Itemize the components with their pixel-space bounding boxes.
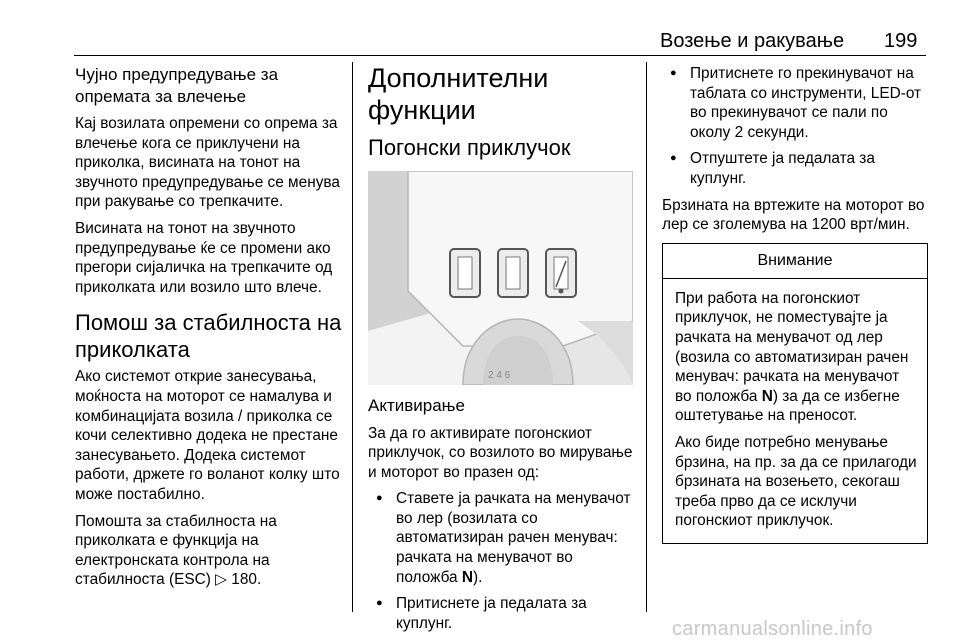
header-rule (74, 55, 926, 56)
esc-reference-text: Помошта за стабилноста на приколката е функција на електронската контрола на стабилноста (ESC) (75, 512, 277, 589)
column-divider-right (646, 62, 647, 612)
page-reference-icon: ▷ (215, 571, 228, 589)
column-divider-left (352, 62, 353, 612)
heading-trailer-stability: Помош за стабилноста на приколката (75, 310, 342, 363)
section-title: Дополнителни функции (368, 63, 549, 125)
notice-body (663, 279, 927, 543)
activation-steps-list-continued (662, 64, 928, 189)
heading-activation: Активирање (368, 396, 465, 415)
page-reference-number: 180. (227, 571, 262, 589)
running-header-title: Возење и ракување (660, 30, 845, 52)
paragraph-tow-alert-1: Кај возилата опремени со опрема за влечење кога се приклучени на приколка, висината на тонот на звучното предупредување се менува при ракување со трепкачите. (75, 115, 340, 211)
page-number: 199 (884, 30, 918, 52)
notice-heading: Внимание (663, 244, 927, 279)
column-right (662, 64, 928, 544)
notice-paragraph-1: При работа на погонскиот приклучок, не поместувајте ја рачката на менувачот од лер (возила со автоматизиран рачен менувач: рачката на менувачот во положба N) за да се избегне оштетување на преносот. (675, 289, 909, 425)
subsection-title-pto: Погонски приклучок (368, 135, 571, 160)
paragraph-trailer-stability-1: Ако системот открие занесувања, моќноста на моторот се намалува и комбинацијата возила / приколка се кочи селективно додека не престане занесувањето. Додека системот работи, држете го воланот колку што може постабилно. (75, 368, 340, 503)
paragraph-tow-alert-2: Висината на тонот на звучното предупредување ќе се промени ако прегори сијаличка на трепкачите од приколката или возило што влече. (75, 219, 333, 296)
paragraph-trailer-stability-2 (75, 512, 345, 590)
activation-steps-list (368, 489, 633, 633)
list-item: ● Притиснете ја педалата за куплунг. (368, 594, 633, 633)
list-item: ● Ставете ја рачката на менувачот во лер (возилата со автоматизиран рачен менувач: рачката на менувачот во положба N). (368, 489, 633, 587)
pto-switch-photo (368, 171, 633, 385)
watermark: carmanualsonline.info (672, 618, 873, 640)
paragraph-activation-intro: За да го активирате погонскиот приклучок, со возилото во мирување и моторот во празен од: (368, 424, 633, 481)
list-item: ● Отпуштете ја педалата за куплунг. (662, 149, 928, 188)
list-item: ● Притиснете го прекинувачот на таблата со инструменти, LED-от во прекинувачот се пали по околу 2 секунди. (662, 64, 928, 142)
notice-box (662, 243, 928, 544)
column-middle (368, 62, 633, 640)
gear-knob-numbers: 2 4 6 (488, 370, 511, 381)
heading-tow-alert: Чујно предупредување за опремата за влечење (75, 65, 279, 106)
paragraph-idle-speed: Брзината на вртежите на моторот во лер се зголемува на 1200 врт/мин. (662, 196, 925, 234)
notice-paragraph-2: Ако биде потребно менување брзина, на пр. за да се прилагоди брзината на возењето, секогаш треба прво да се исклучи погонскиот приклучок. (675, 433, 917, 530)
column-left (75, 64, 345, 590)
